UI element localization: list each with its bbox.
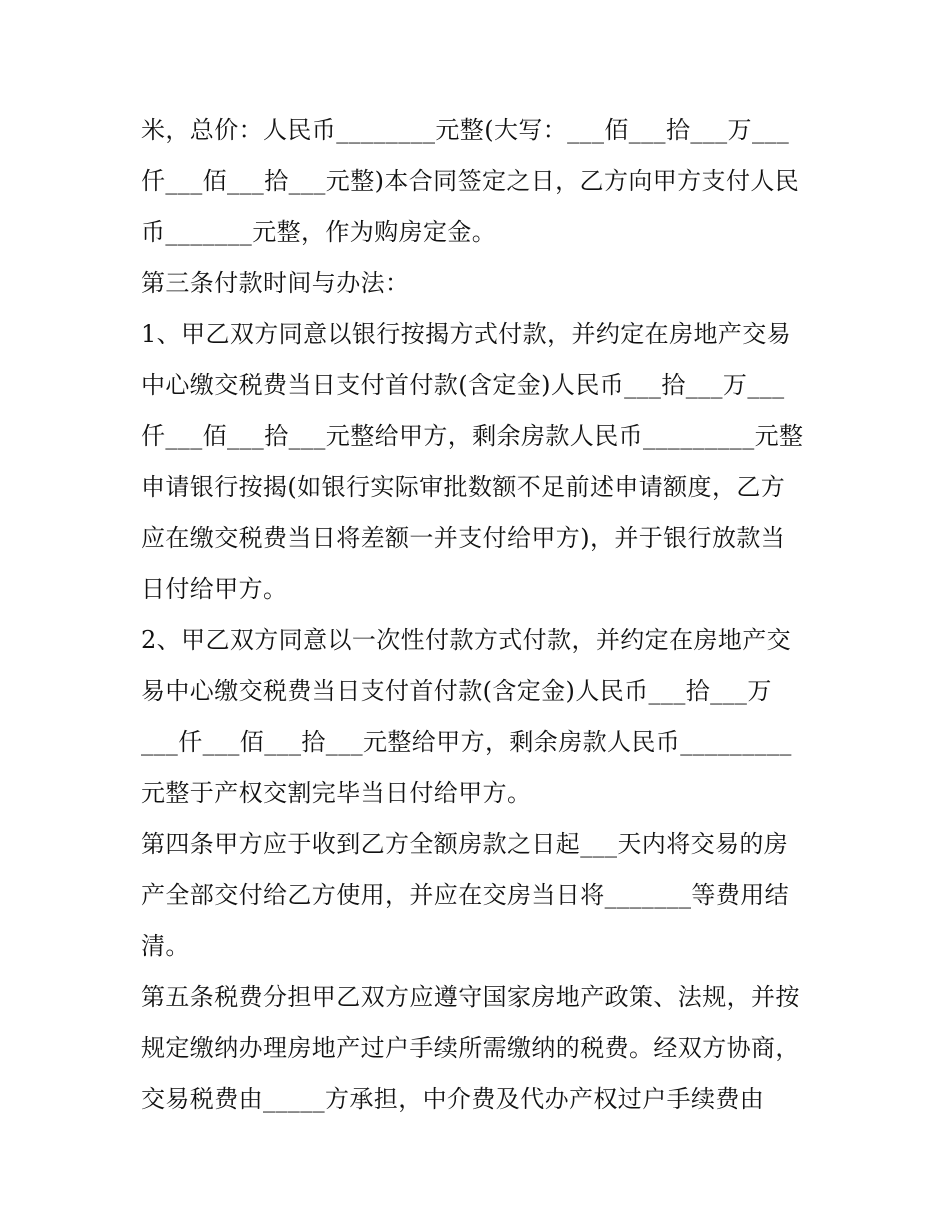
text-line: 仟___佰___拾___元整给甲方，剩余房款人民币_________元整 xyxy=(141,422,804,450)
text-line: 交易税费由_____方承担，中介费及代办产权过户手续费由 xyxy=(141,1085,765,1113)
text-line: 中心缴交税费当日支付首付款(含定金)人民币___拾___万___ xyxy=(141,371,785,399)
text-line: 第四条甲方应于收到乙方全额房款之日起___天内将交易的房 xyxy=(141,830,789,858)
text-line: 日付给甲方。 xyxy=(141,575,288,603)
section-heading: 第三条付款时间与办法： xyxy=(141,269,410,297)
text-line: 清。 xyxy=(141,932,190,960)
text-line: 米，总价：人民币________元整(大写：___佰___拾___万___ xyxy=(141,116,790,144)
text-line: 易中心缴交税费当日支付首付款(含定金)人民币___拾___万 xyxy=(141,677,772,705)
text-line: 2、甲乙双方同意以一次性付款方式付款，并约定在房地产交 xyxy=(141,626,792,654)
text-line: 币_______元整，作为购房定金。 xyxy=(141,218,497,246)
text-line: 应在缴交税费当日将差额一并支付给甲方)，并于银行放款当 xyxy=(141,524,786,552)
text-line: 产全部交付给乙方使用，并应在交房当日将_______等费用结 xyxy=(141,881,789,909)
text-line: 第五条税费分担甲乙双方应遵守国家房地产政策、法规，并按 xyxy=(141,983,800,1011)
text-line: 申请银行按揭(如银行实际审批数额不足前述申请额度，乙方 xyxy=(141,473,786,501)
text-line: 仟___佰___拾___元整)本合同签定之日，乙方向甲方支付人民 xyxy=(141,167,800,195)
text-line: ___仟___佰___拾___元整给甲方，剩余房款人民币_________ xyxy=(141,728,792,756)
text-line: 1、甲乙双方同意以银行按揭方式付款，并约定在房地产交易 xyxy=(141,320,792,348)
text-line: 元整于产权交割完毕当日付给甲方。 xyxy=(141,779,532,807)
text-line: 规定缴纳办理房地产过户手续所需缴纳的税费。经双方协商， xyxy=(141,1034,800,1062)
